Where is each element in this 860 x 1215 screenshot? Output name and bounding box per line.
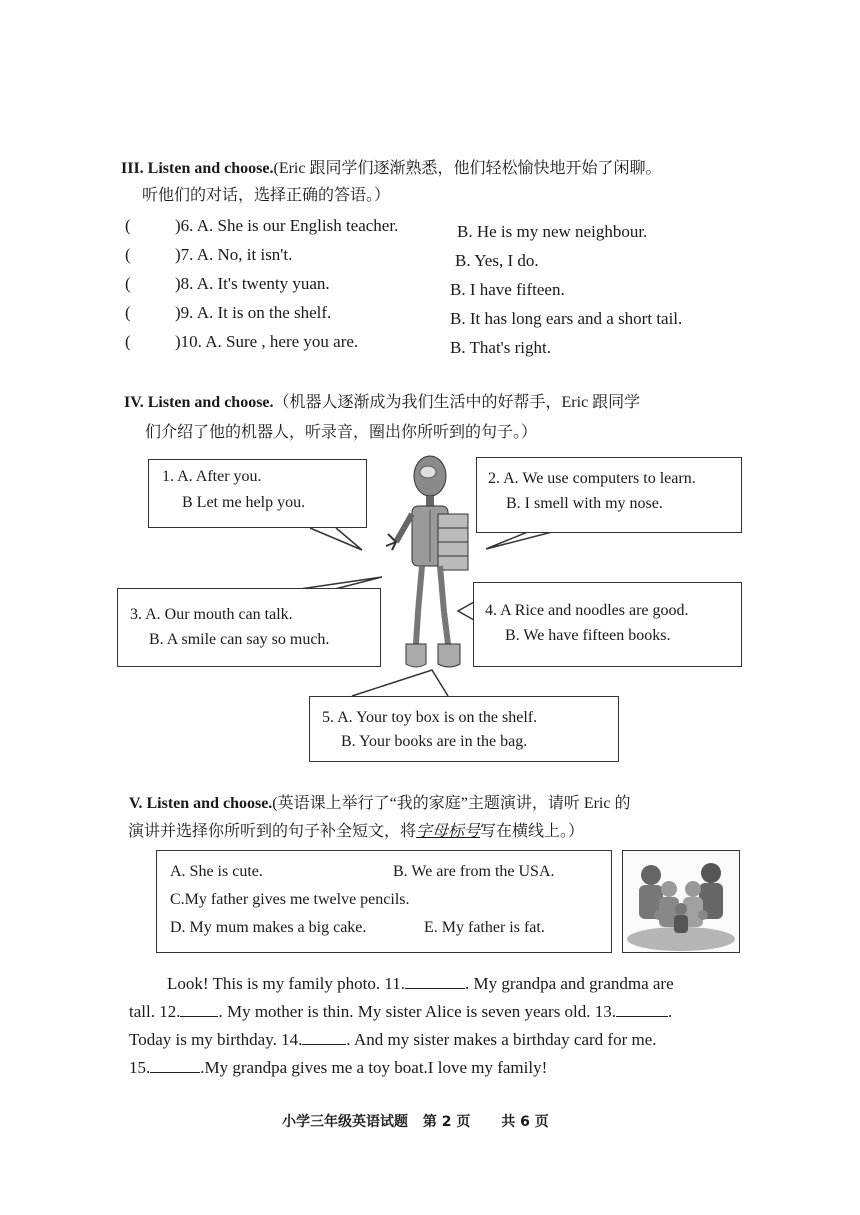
question-10: ( )10. A. Sure , here you are. B. That's right. — [125, 329, 825, 355]
speech-box-5: 5. A. Your toy box is on the shelf. B. Your books are in the bag. — [309, 696, 619, 762]
passage-line-2: tall. 12. . My mother is thin. My sister Alice is seven years old. 13. . — [129, 1002, 673, 1021]
family-icon — [623, 851, 739, 952]
passage-line-1: Look! This is my family photo. 11. . My grandpa and grandma are — [167, 974, 674, 993]
family-photo — [622, 850, 740, 953]
option-b: B. Yes, I do. — [455, 251, 539, 270]
section-4-heading: IV. Listen and choose. — [124, 394, 274, 411]
speech-box-1: 1. A. After you. B Let me help you. — [148, 459, 367, 528]
section-3-title-line2: 听他们的对话，选择正确的答语。） — [142, 187, 391, 204]
speech-box-2: 2. A. We use computers to learn. B. I smell with my nose. — [476, 457, 742, 533]
option-b: B. It has long ears and a short tail. — [450, 309, 683, 328]
speech-box-4: 4. A Rice and noodles are good. B. We have fifteen books. — [473, 582, 742, 667]
passage-line-3: Today is my birthday. 14. . And my sister makes a birthday card for me. — [129, 1030, 657, 1049]
question-9: ( )9. A. It is on the shelf. B. It has long ears and a short tail. — [125, 300, 825, 326]
question-6: ( )6. A. She is our English teacher. B. He is my new neighbour. — [125, 213, 825, 239]
option-a: )8. A. It's twenty yuan. — [175, 274, 330, 293]
option-a: )9. A. It is on the shelf. — [175, 303, 332, 322]
robot-illustration — [378, 452, 478, 682]
option-a: )10. A. Sure , here you are. — [175, 332, 359, 351]
question-8: ( )8. A. It's twenty yuan. B. I have fifteen. — [125, 271, 825, 297]
blank-14[interactable] — [302, 1028, 346, 1045]
section-5-heading: V. Listen and choose. — [129, 795, 273, 812]
passage-line-4: 15. .My grandpa gives me a toy boat.I love my family! — [129, 1058, 548, 1077]
section-3-heading: III. Listen and choose. — [121, 160, 274, 177]
section-5-title — [129, 791, 849, 817]
option-b: B. That's right. — [450, 338, 551, 357]
option-a: )7. A. No, it isn't. — [175, 245, 293, 264]
option-b: B. He is my new neighbour. — [457, 222, 648, 241]
blank-15[interactable] — [150, 1056, 200, 1073]
underlined-letter-label: 字母标号 — [416, 823, 481, 840]
footer-page: 第 2 页 — [422, 1114, 471, 1130]
option-b: B. I have fifteen. — [450, 280, 565, 299]
blank-11[interactable] — [405, 972, 465, 989]
option-a: )6. A. She is our English teacher. — [175, 216, 399, 235]
section-5-instructions: (英语课上举行了“我的家庭”主题演讲，请听 Eric 的 — [272, 795, 631, 812]
blank-13[interactable] — [616, 1000, 668, 1017]
section-4-instructions: （机器人逐渐成为我们生活中的好帮手，Eric 跟同学 — [273, 394, 641, 411]
section-3-instructions: (Eric 跟同学们逐渐熟悉，他们轻松愉快地开始了闲聊。 — [273, 160, 662, 177]
section-5-title-line2: 演讲并选择你所听到的句子补全短文，将字母标号写在横线上。） — [128, 823, 585, 840]
question-7: ( )7. A. No, it isn't. B. Yes, I do. — [125, 242, 825, 268]
footer-total: 共 6 页 — [501, 1114, 549, 1130]
options-box: A. She is cute. B. We are from the USA. C.My father gives me twelve pencils. D. My mum makes a big cake. E. My father is fat. — [156, 850, 612, 953]
footer-label: 小学三年级英语试题 — [282, 1114, 408, 1130]
blank-12[interactable] — [180, 1000, 218, 1017]
speech-box-3: 3. A. Our mouth can talk. B. A smile can say so much. — [117, 588, 381, 667]
page-footer — [282, 1111, 549, 1131]
section-4-title-line2: 们介绍了他的机器人，听录音，圈出你所听到的句子。） — [145, 424, 538, 441]
